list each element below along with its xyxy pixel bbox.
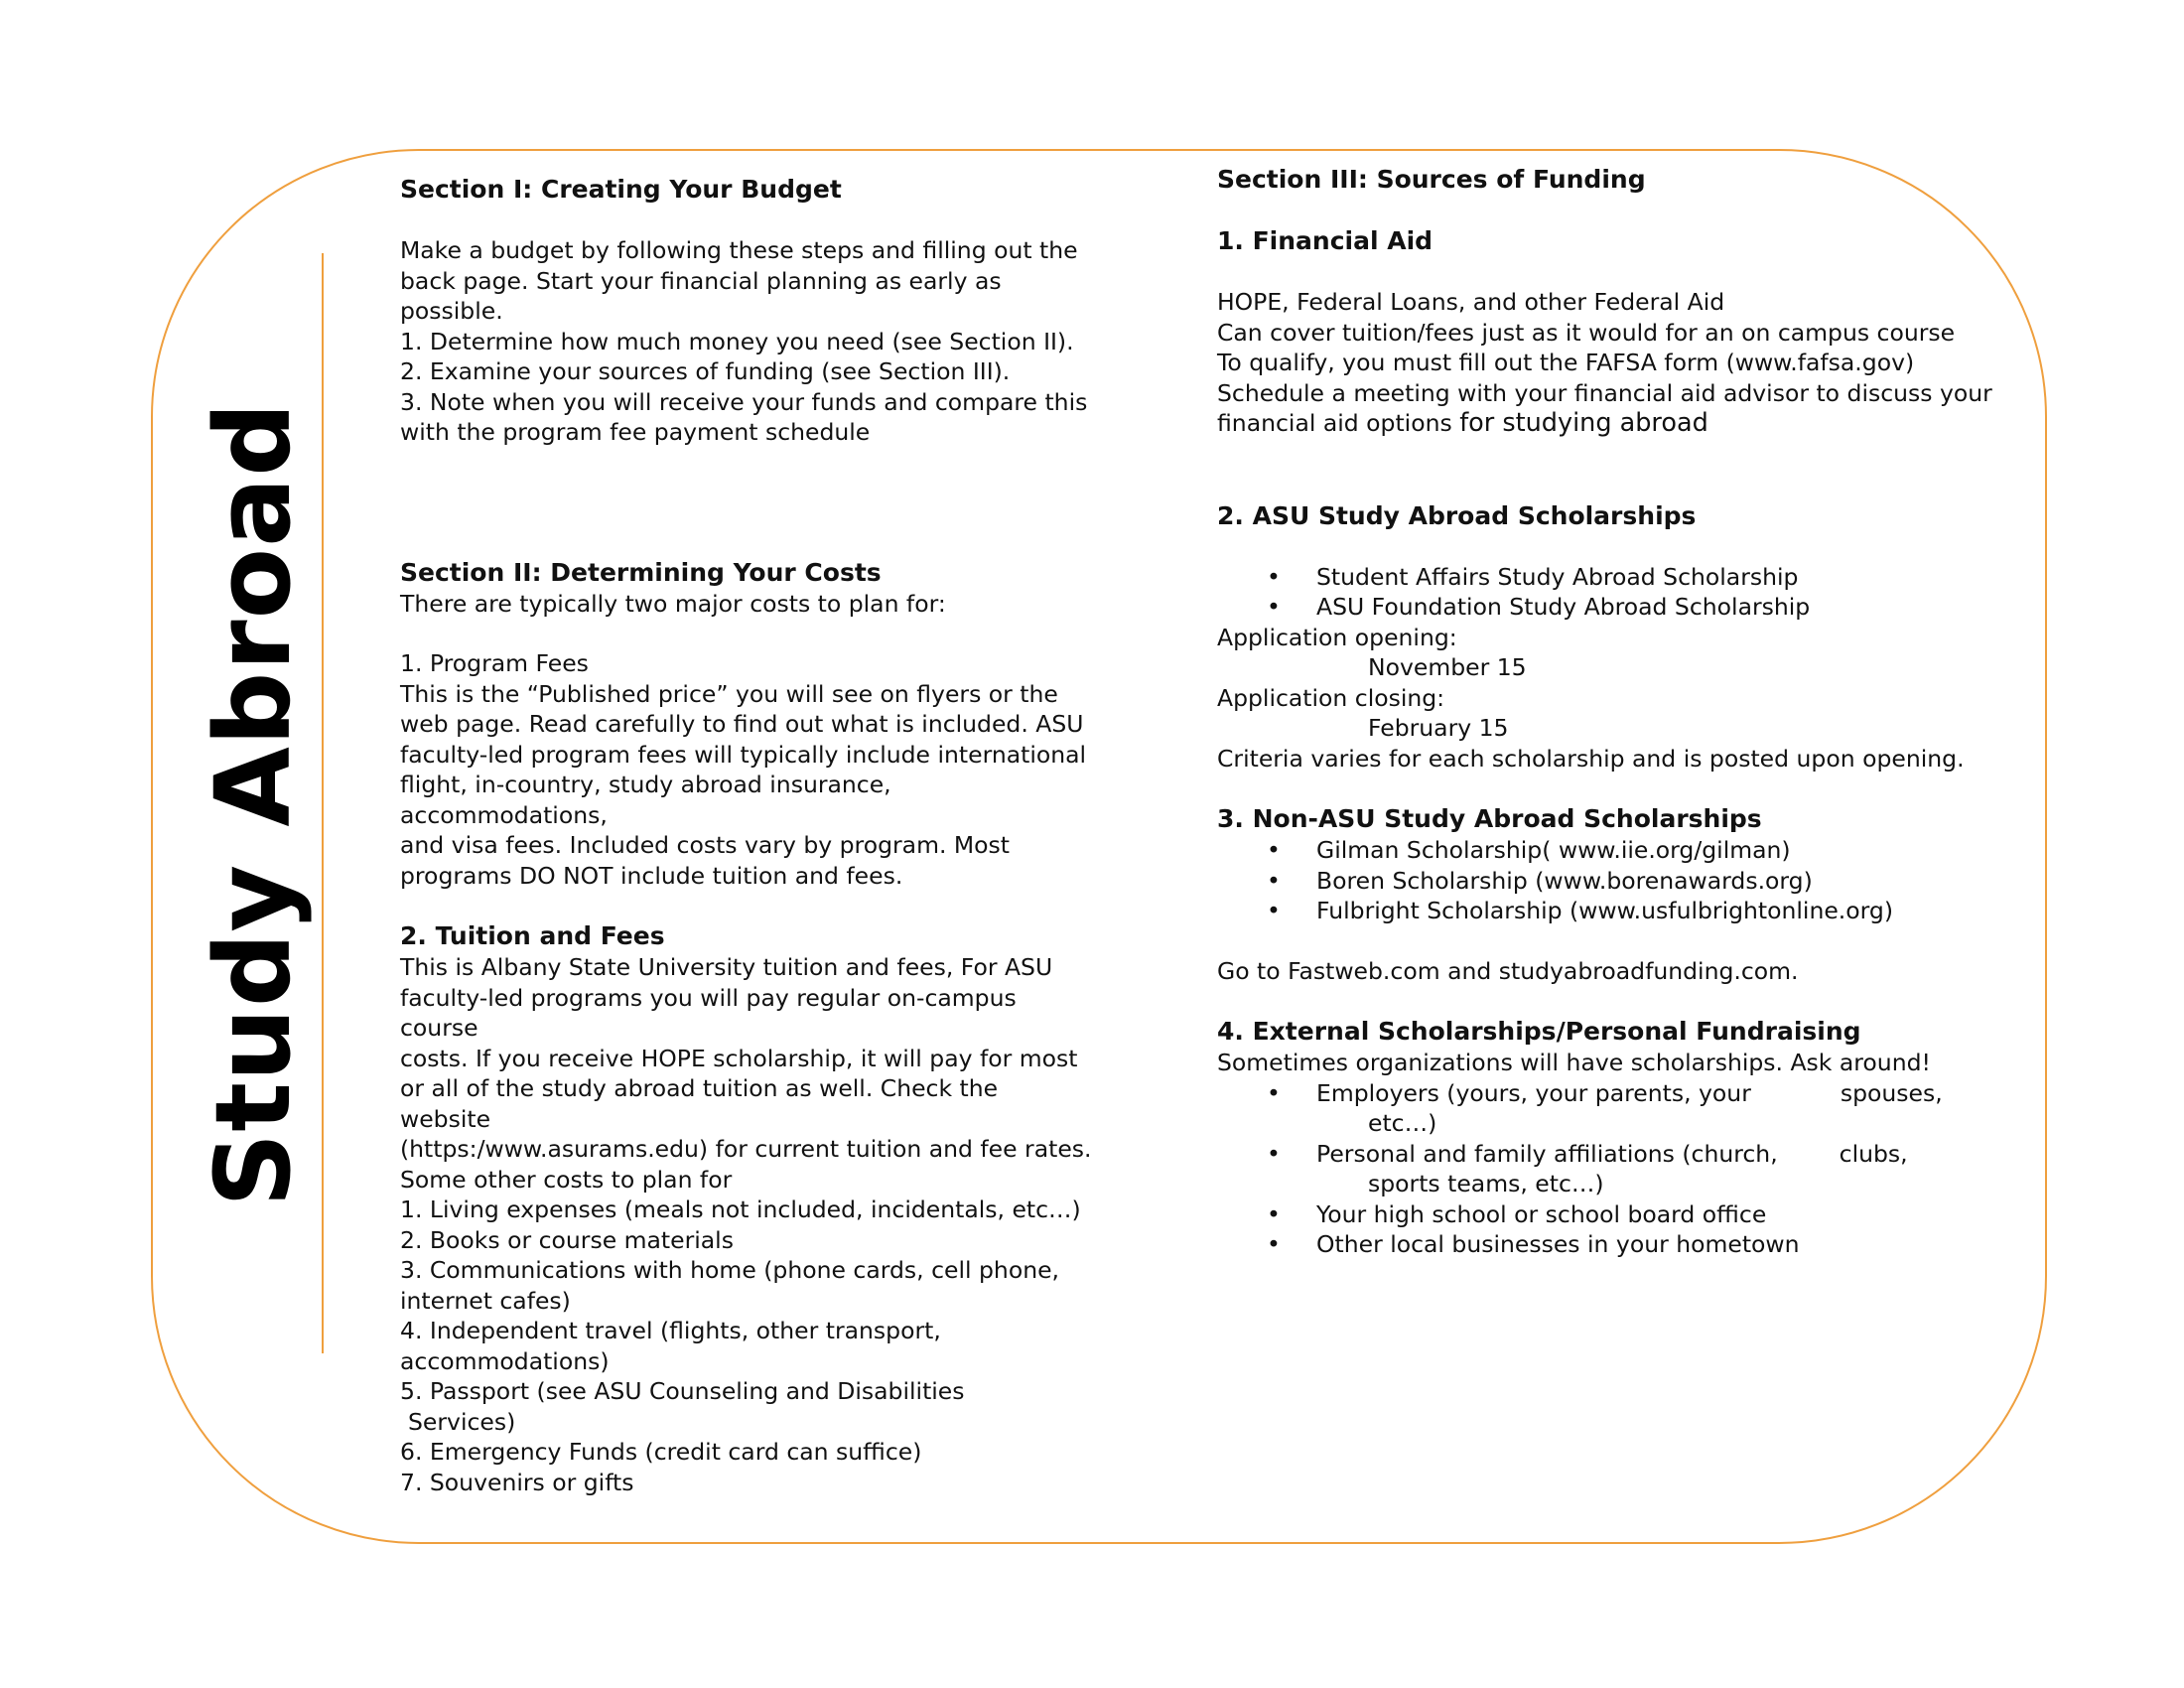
financial-aid-line: To qualify, you must fill out the FAFSA form (www.fafsa.gov): [1217, 349, 1915, 376]
bullet-icon: •: [1267, 1230, 1281, 1258]
left-column: [400, 174, 1095, 1497]
list-item-text: Gilman Scholarship( www.iie.org/gilman): [1316, 836, 1791, 864]
other-cost-item: 5. Passport (see ASU Counseling and Disabilities: [400, 1377, 965, 1405]
list-item-text: Employers (yours, your parents, your: [1316, 1078, 1751, 1107]
program-fees-line: flight, in-country, study abroad insurance, accommodations,: [400, 771, 891, 829]
list-item-continuation: sports teams, etc…): [1368, 1170, 1604, 1197]
list-item-text: Fulbright Scholarship (www.usfulbrightonline.org): [1316, 897, 1893, 924]
financial-aid-last-line-emphasis: for studying abroad: [1459, 408, 1708, 438]
other-cost-item: 1. Living expenses (meals not included, incidentals, etc…): [400, 1196, 1081, 1223]
financial-aid-line: Schedule a meeting with your financial aid advisor to discuss your: [1217, 378, 1992, 407]
list-item-text: Personal and family affiliations (church,: [1316, 1139, 1778, 1168]
asu-scholarships-heading: 2. ASU Study Abroad Scholarships: [1217, 500, 1697, 530]
criteria-note: Criteria varies for each scholarship and is posted upon opening.: [1217, 744, 1965, 773]
section2-heading: Section II: Determining Your Costs: [400, 557, 882, 587]
list-item: [1217, 866, 2001, 897]
bullet-icon: •: [1267, 897, 1281, 924]
other-cost-item: 7. Souvenirs or gifts: [400, 1468, 634, 1496]
program-fees-line: programs DO NOT include tuition and fees.: [400, 861, 903, 890]
program-fees-heading: 1. Program Fees: [400, 649, 589, 677]
section1-intro-line: back page. Start your financial planning as early as: [400, 266, 1002, 295]
other-cost-item: 4. Independent travel (flights, other transport,: [400, 1317, 941, 1344]
financial-aid-last-line: [1217, 408, 2001, 439]
list-item: [1217, 1229, 2001, 1260]
program-fees-line: and visa fees. Included costs vary by program. Most: [400, 831, 1011, 859]
tuition-line: faculty-led programs you will pay regular on-campus course: [400, 983, 1017, 1042]
list-item-text: Student Affairs Study Abroad Scholarship: [1316, 562, 1799, 591]
other-cost-item: 6. Emergency Funds (credit card can suffice): [400, 1438, 922, 1466]
external-heading: 4. External Scholarships/Personal Fundraising: [1217, 1017, 1861, 1046]
list-item: [1217, 562, 2001, 593]
non-asu-heading: 3. Non-ASU Study Abroad Scholarships: [1217, 804, 1762, 833]
application-opening-label: Application opening:: [1217, 623, 1457, 651]
section1-heading: Section I: Creating Your Budget: [400, 175, 842, 204]
bullet-icon: •: [1267, 1199, 1281, 1228]
list-item: [1217, 835, 2001, 866]
section1-intro-line: possible.: [400, 297, 503, 325]
side-title-container: [179, 248, 328, 1360]
section3-heading: Section III: Sources of Funding: [1217, 165, 1646, 194]
bullet-icon: •: [1267, 593, 1281, 621]
list-item: [1217, 1199, 2001, 1230]
section1-step: with the program fee payment schedule: [400, 418, 871, 446]
other-cost-item: Services): [408, 1407, 516, 1436]
application-opening-date: November 15: [1368, 653, 1527, 681]
bullet-icon: •: [1267, 866, 1281, 895]
section1-step: 3. Note when you will receive your funds and compare this: [400, 387, 1088, 416]
other-cost-item: 3. Communications with home (phone cards, cell phone,: [400, 1256, 1060, 1284]
list-item: [1217, 1139, 2001, 1170]
program-fees-line: This is the “Published price” you will see on flyers or the: [400, 679, 1058, 708]
list-item-text: Other local businesses in your hometown: [1316, 1230, 1800, 1258]
other-cost-item: internet cafes): [400, 1286, 571, 1315]
bullet-icon: •: [1267, 562, 1281, 591]
application-closing-date: February 15: [1368, 714, 1509, 742]
section2-intro: There are typically two major costs to plan for:: [400, 589, 946, 618]
financial-aid-heading: 1. Financial Aid: [1217, 226, 1433, 255]
list-item: [1217, 1078, 2001, 1109]
tuition-line: Some other costs to plan for: [400, 1165, 733, 1194]
external-intro: Sometimes organizations will have scholarships. Ask around!: [1217, 1049, 1931, 1076]
list-item-text: Your high school or school board office: [1316, 1199, 1767, 1228]
financial-aid-line: Can cover tuition/fees just as it would for an on campus course: [1217, 318, 1956, 347]
tuition-line: This is Albany State University tuition and fees, For ASU: [400, 953, 1053, 981]
bullet-icon: •: [1267, 836, 1281, 864]
side-title: Study Abroad: [193, 401, 314, 1207]
financial-aid-last-line-start: financial aid options: [1217, 409, 1460, 437]
bullet-icon: •: [1267, 1078, 1281, 1107]
list-item: [1217, 896, 2001, 926]
section1-step: 2. Examine your sources of funding (see Section III).: [400, 357, 1011, 385]
financial-aid-line: HOPE, Federal Loans, and other Federal Aid: [1217, 288, 1725, 316]
tuition-line: or all of the study abroad tuition as well. Check the website: [400, 1074, 999, 1133]
other-cost-item: 2. Books or course materials: [400, 1225, 734, 1254]
section1-intro-line: Make a budget by following these steps and filling out the: [400, 236, 1078, 264]
external-list: [1217, 1078, 2001, 1109]
non-asu-list: [1217, 835, 2001, 926]
program-fees-line: web page. Read carefully to find out what is included. ASU: [400, 710, 1084, 738]
application-closing-label: Application closing:: [1217, 683, 1445, 712]
program-fees-line: faculty-led program fees will typically include international: [400, 740, 1087, 769]
list-item-text: Boren Scholarship (www.borenawards.org): [1316, 866, 1813, 895]
other-cost-item: accommodations): [400, 1346, 610, 1375]
list-item-tail: spouses,: [1840, 1078, 1943, 1107]
external-list: [1217, 1199, 2001, 1260]
list-item: [1217, 592, 2001, 623]
section1-step: 1. Determine how much money you need (see Section II).: [400, 327, 1074, 355]
list-item-text: ASU Foundation Study Abroad Scholarship: [1316, 593, 1811, 621]
non-asu-note: Go to Fastweb.com and studyabroadfunding.com.: [1217, 956, 1799, 985]
external-list: [1217, 1139, 2001, 1170]
tuition-line: costs. If you receive HOPE scholarship, it will pay for most: [400, 1044, 1078, 1072]
list-item-continuation: etc…): [1368, 1109, 1437, 1137]
asu-scholarship-list: [1217, 562, 2001, 623]
list-item-tail: clubs,: [1839, 1139, 1908, 1168]
side-divider: [322, 253, 324, 1353]
bullet-icon: •: [1267, 1139, 1281, 1168]
tuition-heading: 2. Tuition and Fees: [400, 921, 665, 950]
tuition-line: (https:/www.asurams.edu) for current tuition and fee rates.: [400, 1135, 1092, 1163]
right-column: [1217, 164, 2001, 1260]
